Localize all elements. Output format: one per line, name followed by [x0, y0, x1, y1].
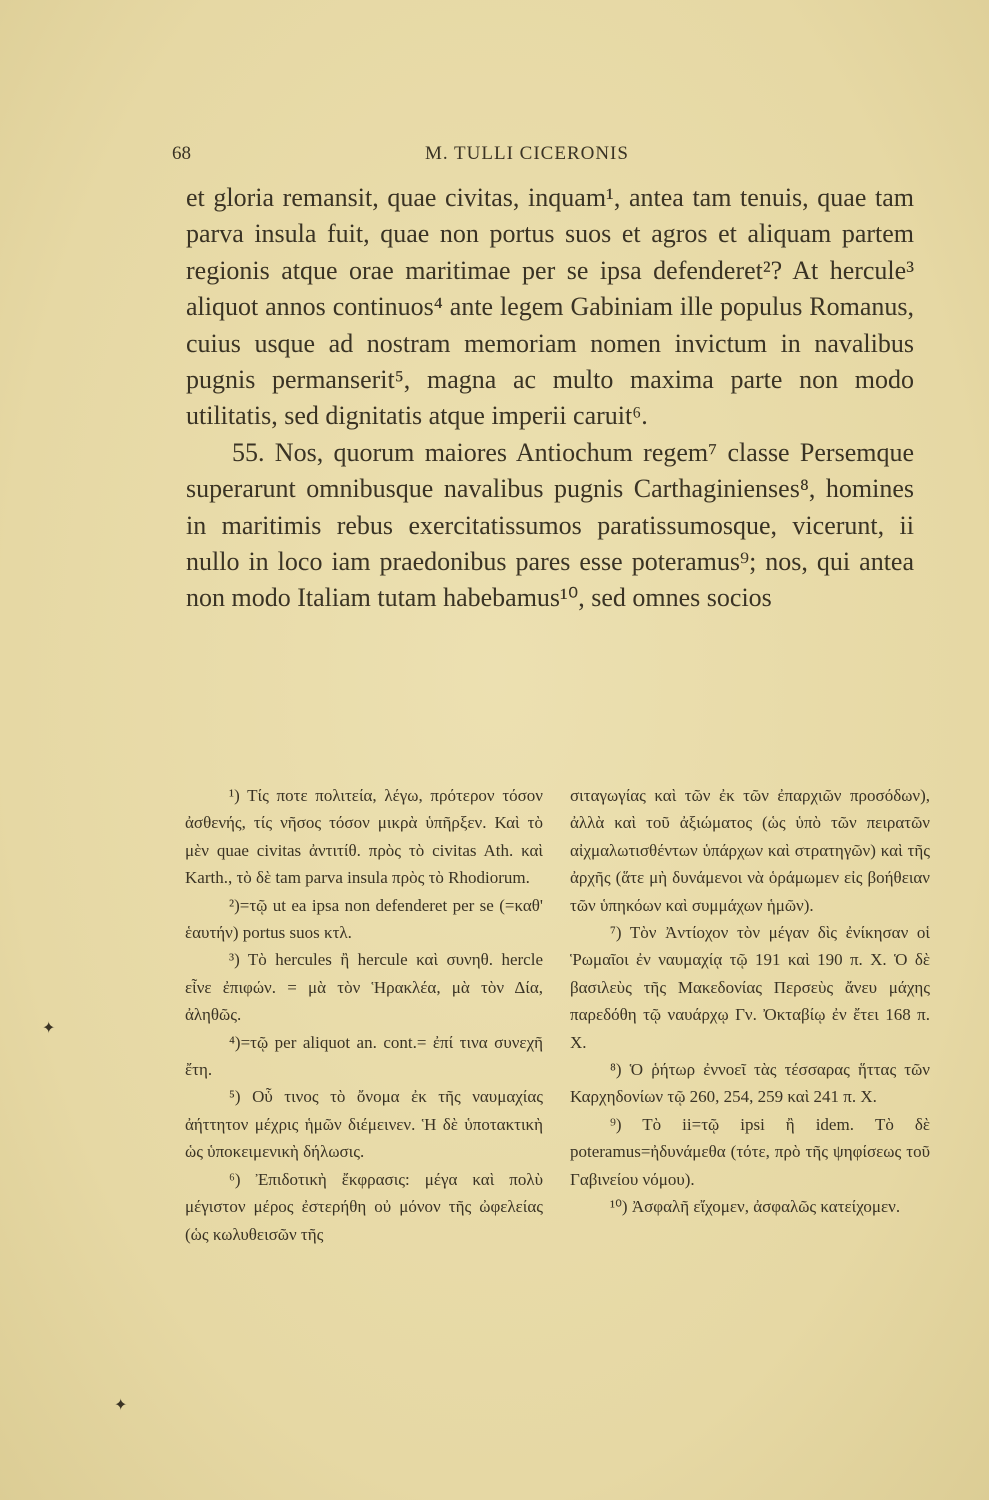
main-paragraph-1: et gloria remansit, quae civitas, inquam¹, antea tam tenuis, quae tam parva insula fuit, quae non portus suos et agros et aliquam partem regionis atque orae maritimae per se ipsa defenderet²? At hercule³ aliquot annos continuos⁴ ante legem Gabiniam ille populus Romanus, cuius usque ad nostram memoriam nomen invictum in navalibus pugnis permanserit⁵, magna ac multo maxima parte non modo utilitatis, sed dignitatis atque imperii caruit⁶. [186, 183, 914, 431]
footnote-8: ⁸) Ὁ ῥήτωρ ἐννοεῖ τὰς τέσσαρας ἥττας τῶν Καρχηδονίων τῷ 260, 254, 259 καὶ 241 π. Χ. [570, 1060, 930, 1107]
footnote-6-continued: σιταγωγίας καὶ τῶν ἐκ τῶν ἐπαρχιῶν προσόδων), ἀλλὰ καὶ τοῦ ἀξιώματος (ὡς ὑπὸ τῶν πειρατῶν αἰχμαλωτισθέντων ὑπάρχων καὶ στρατηγῶν) καὶ τῆς ἀρχῆς (ἅτε μὴ δυνάμενοι νὰ ὁράμωμεν εἰς βοήθειαν τῶν ὑπηκόων καὶ συμμάχων ἡμῶν). [570, 786, 930, 915]
footnote-9: ⁹) Τὸ ii=τῷ ipsi ἢ idem. Τὸ δὲ poteramus=ἠδυνάμεθα (τότε, πρὸ τῆς ψηφίσεως τοῦ Γαβινείου νόμου). [570, 1114, 930, 1189]
main-paragraph-2: 55. Nos, quorum maiores Antiochum regem⁷ classe Persemque superarunt omnibusque navalibus pugnis Carthaginienses⁸, homines in maritimis rebus exercitatissumos paratissumosque, vicerunt, ii nullo in loco iam praedonibus pares esse poteramus⁹; nos, qui antea non modo Italiam tutam habebamus¹⁰, sed omnes socios [186, 437, 914, 613]
footnote-2: ²)=τῷ ut ea ipsa non defenderet per se (=καθ' ἑαυτήν) portus suos κτλ. [185, 895, 543, 943]
main-text [186, 180, 914, 617]
footnote-6: ⁶) Ἐπιδοτικὴ ἔκφρασις: μέγα καὶ πολὺ μέγιστον μέρος ἐστερήθη οὐ μόνον τῆς ὠφελείας (ὡς κωλυθεισῶν τῆς [185, 1169, 543, 1244]
margin-mark-icon: ✦ [114, 1395, 128, 1414]
footnote-10: ¹⁰) Ἀσφαλῆ εἴχομεν, ἀσφαλῶς κατείχομεν. [610, 1197, 901, 1217]
margin-mark-icon: ✦ [42, 1018, 56, 1037]
footnote-1: ¹) Τίς ποτε πολιτεία, λέγω, πρότερον τόσον ἀσθενής, τίς νῆσος τόσον μικρὰ ὑπῆρξεν. Καὶ τὸ μὲν quae civitas ἀντιτίθ. πρὸς τὸ civitas Ath. καὶ Karth., τὸ δὲ tam parva insula πρὸς τὸ Rhodiorum. [185, 786, 543, 888]
page-number: 68 [172, 143, 191, 164]
footnote-5: ⁵) Οὗ τινος τὸ ὄνομα ἐκ τῆς ναυμαχίας ἀήττητον μέχρις ἡμῶν διέμεινεν. Ἡ δὲ ὑποτακτικὴ ὡς ὑποκειμενικὴ δήλωσις. [185, 1087, 543, 1162]
footnote-3: ³) Τὸ hercules ἢ hercule καὶ συνηθ. hercle εἶνε ἐπιφών. = μὰ τὸν Ἡρακλέα, μὰ τὸν Δία, ἀληθῶς. [185, 950, 543, 1025]
footnotes [185, 782, 930, 1392]
footnote-7: ⁷) Τὸν Ἀντίοχον τὸν μέγαν δὶς ἐνίκησαν οἱ Ῥωμαῖοι ἐν ναυμαχίᾳ τῷ 191 καὶ 190 π. Χ. Ὁ δὲ βασιλεὺς τῆς Μακεδονίας Περσεὺς ἄνευ μάχης παρεδόθη τῷ ναυάρχῳ Γν. Ὀκταβίῳ ἐν ἔτει 168 π. Χ. [570, 923, 930, 1052]
footnotes-left-column [185, 782, 543, 1248]
footnote-4: ⁴)=τῷ per aliquot an. cont.= ἐπί τινα συνεχῆ ἔτη. [185, 1032, 543, 1080]
running-head [172, 143, 932, 169]
page-title: M. TULLI CICERONIS [425, 143, 629, 164]
footnotes-right-column [570, 782, 930, 1221]
